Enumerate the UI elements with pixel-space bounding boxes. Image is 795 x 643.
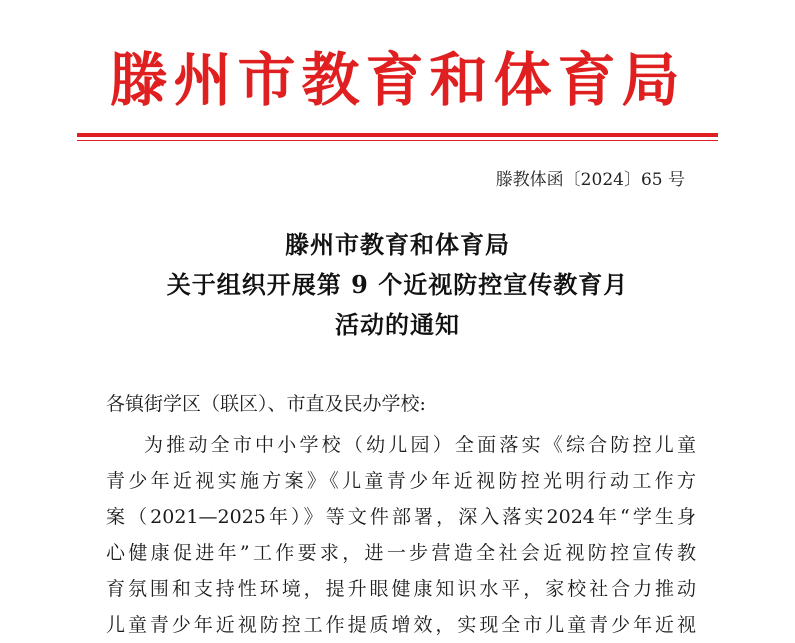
notice-title — [0, 225, 795, 345]
body-paragraph — [106, 427, 696, 643]
salutation: 各镇街学区（联区）、市直及民办学校: — [106, 393, 426, 415]
document-number: 滕教体函〔2024〕65 号 — [495, 170, 685, 190]
body-line: 为推动全市中小学校（幼儿园）全面落实《综合防控儿童 — [144, 434, 696, 456]
body-line: 案（2021—2025年）》等文件部署，深入落实2024年“学生身 — [106, 506, 696, 528]
masthead-title: 滕州市教育和体育局 — [109, 46, 686, 114]
title-line: 滕州市教育和体育局 — [285, 230, 510, 259]
red-divider-thin — [77, 140, 718, 141]
body-line: 青少年近视实施方案》《儿童青少年近视防控光明行动工作方 — [106, 470, 696, 492]
body-line: 儿童青少年近视防控工作提质增效，实现全市儿童青少年近视 — [106, 614, 696, 636]
title-line: 活动的通知 — [335, 310, 460, 339]
title-line: 关于组织开展第 9 个近视防控宣传教育月 — [166, 270, 629, 299]
body-line: 育氛围和支持性环境，提升眼健康知识水平，家校社合力推动 — [106, 578, 696, 600]
red-divider-thick — [77, 133, 718, 137]
body-line: 心健康促进年”工作要求，进一步营造全社会近视防控宣传教 — [106, 542, 696, 564]
